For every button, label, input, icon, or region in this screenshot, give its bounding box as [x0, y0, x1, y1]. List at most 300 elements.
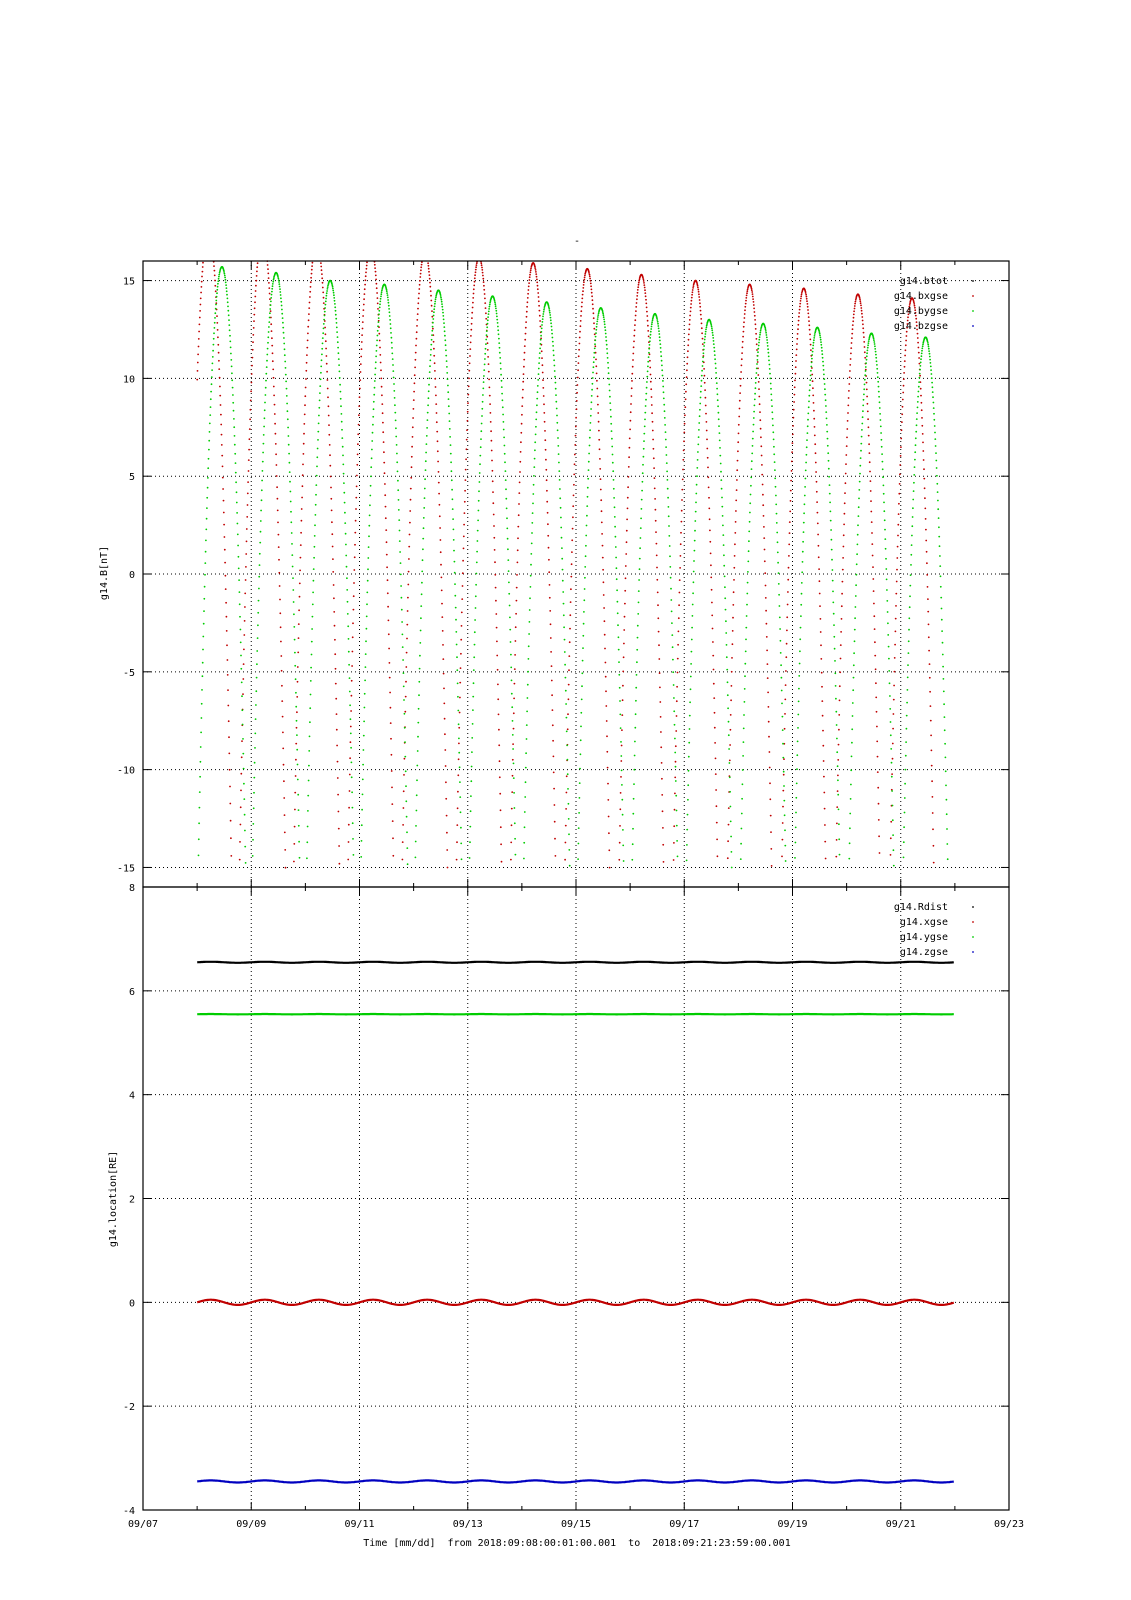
bygse-series-point	[380, 298, 382, 300]
bxgse-series-point	[524, 339, 526, 341]
bxgse-series-point	[789, 532, 791, 534]
bxgse-series-point	[229, 803, 231, 805]
bxgse-series-point	[576, 408, 578, 410]
bygse-series-point	[223, 271, 225, 273]
bxgse-series-point	[841, 605, 843, 607]
bxgse-series-point	[430, 290, 432, 292]
bxgse-series-point	[837, 759, 839, 761]
bygse-series-point	[619, 700, 621, 702]
bxgse-series-point	[751, 289, 753, 291]
bygse-series-point	[502, 406, 504, 408]
bxgse-series-point	[605, 690, 607, 692]
bxgse-series-point	[472, 297, 474, 299]
bxgse-series-point	[547, 512, 549, 514]
bygse-series-point	[422, 548, 424, 550]
bygse-series-point	[364, 707, 366, 709]
bxgse-series-point	[496, 641, 498, 643]
bygse-series-point	[203, 610, 205, 612]
bxgse-series-point	[440, 564, 442, 566]
bxgse-series-point	[841, 618, 843, 620]
bygse-series-point	[262, 470, 264, 472]
bxgse-series-point	[588, 272, 590, 274]
bygse-series-point	[620, 741, 622, 743]
bxgse-series-point	[336, 713, 338, 715]
bxgse-series-point	[582, 290, 584, 292]
bygse-series-point	[241, 682, 243, 684]
bxgse-series-point	[460, 639, 462, 641]
bygse-series-point	[204, 574, 206, 576]
bygse-series-point	[777, 562, 779, 564]
bxgse-series-point	[197, 362, 199, 364]
bxgse-series-point	[845, 473, 847, 475]
bygse-series-point	[725, 609, 727, 611]
bygse-series-point	[536, 411, 538, 413]
bxgse-series-point	[680, 543, 682, 545]
bygse-series-point	[645, 399, 647, 401]
bygse-series-point	[325, 301, 327, 303]
bxgse-series-point	[382, 412, 384, 414]
bygse-series-point	[831, 559, 833, 561]
bxgse-series-point	[474, 277, 476, 279]
bxgse-series-point	[849, 364, 851, 366]
bxgse-series-point	[251, 373, 253, 375]
bygse-series-point	[771, 405, 773, 407]
bygse-series-point	[828, 460, 830, 462]
bygse-series-point	[279, 286, 281, 288]
bygse-series-point	[549, 314, 551, 316]
bxgse-series-point	[604, 634, 606, 636]
bxgse-series-point	[473, 288, 475, 290]
bygse-series-point	[325, 298, 327, 300]
bxgse-series-point	[877, 771, 879, 773]
bygse-series-point	[291, 543, 293, 545]
bygse-series-point	[295, 678, 297, 680]
bygse-series-point	[618, 649, 620, 651]
bygse-series-point	[336, 327, 338, 329]
bygse-series-point	[447, 391, 449, 393]
bygse-series-point	[797, 727, 799, 729]
bygse-series-point	[236, 512, 238, 514]
bygse-series-point	[494, 300, 496, 302]
bygse-series-point	[390, 332, 392, 334]
bygse-series-point	[260, 510, 262, 512]
bygse-series-point	[920, 365, 922, 367]
bxgse-series-point	[784, 728, 786, 730]
bxgse-series-point	[299, 570, 301, 572]
bxgse-series-point	[689, 319, 691, 321]
bxgse-series-point	[933, 845, 935, 847]
bxgse-series-point	[893, 699, 895, 701]
bygse-series-point	[234, 435, 236, 437]
bygse-series-point	[430, 344, 432, 346]
bxgse-series-point	[763, 526, 765, 528]
bygse-series-point	[381, 291, 383, 293]
bxgse-series-point	[904, 366, 906, 368]
bxgse-series-point	[591, 289, 593, 291]
bygse-series-point	[268, 326, 270, 328]
bxgse-series-point	[631, 380, 633, 382]
bygse-series-point	[322, 332, 324, 334]
bygse-series-point	[783, 771, 785, 773]
bygse-series-point	[916, 424, 918, 426]
bygse-series-point	[370, 466, 372, 468]
bxgse-series-point	[755, 323, 757, 325]
bygse-series-point	[820, 341, 822, 343]
bxgse-series-point	[482, 275, 484, 277]
bxgse-series-point	[620, 792, 622, 794]
bygse-series-point	[334, 306, 336, 308]
bxgse-series-point	[249, 438, 251, 440]
bxgse-series-point	[855, 301, 857, 303]
bxgse-series-point	[746, 290, 748, 292]
bygse-series-point	[537, 391, 539, 393]
bygse-series-point	[540, 335, 542, 337]
bygse-series-point	[502, 399, 504, 401]
bygse-series-point	[431, 330, 433, 332]
bxgse-series-point	[752, 293, 754, 295]
bygse-series-point	[855, 595, 857, 597]
bxgse-series-point	[202, 266, 204, 268]
bygse-series-point	[697, 451, 699, 453]
bxgse-series-point	[673, 825, 675, 827]
bygse-series-point	[642, 464, 644, 466]
bygse-series-point	[289, 462, 291, 464]
bygse-series-point	[584, 577, 586, 579]
bygse-series-point	[807, 419, 809, 421]
bygse-series-point	[669, 545, 671, 547]
bygse-series-point	[568, 818, 570, 820]
rdist-line	[197, 962, 954, 963]
bygse-series-point	[854, 617, 856, 619]
bxgse-series-point	[848, 390, 850, 392]
bxgse-series-point	[407, 597, 409, 599]
bygse-series-point	[887, 611, 889, 613]
bygse-series-point	[241, 695, 243, 697]
bxgse-series-point	[282, 748, 284, 750]
bygse-series-point	[205, 551, 207, 553]
bxgse-series-point	[458, 727, 460, 729]
bxgse-series-point	[251, 365, 253, 367]
bygse-series-point	[340, 405, 342, 407]
bygse-series-point	[715, 363, 717, 365]
bxgse-series-point	[356, 486, 358, 488]
bxgse-series-point	[546, 501, 548, 503]
bygse-series-point	[768, 360, 770, 362]
bygse-series-point	[759, 334, 761, 336]
bygse-series-point	[482, 388, 484, 390]
bygse-series-point	[229, 329, 231, 331]
bygse-series-point	[801, 571, 803, 573]
bygse-series-point	[862, 410, 864, 412]
bygse-series-point	[323, 323, 325, 325]
bxgse-series-point	[580, 315, 582, 317]
bxgse-series-point	[322, 287, 324, 289]
bygse-series-point	[933, 407, 935, 409]
bygse-series-point	[756, 363, 758, 365]
bygse-series-point	[611, 438, 613, 440]
bxgse-series-point	[925, 540, 927, 542]
bygse-series-point	[693, 560, 695, 562]
bygse-series-point	[343, 492, 345, 494]
bygse-series-point	[263, 443, 265, 445]
bygse-series-point	[808, 406, 810, 408]
bxgse-series-point	[823, 792, 825, 794]
bxgse-series-point	[300, 544, 302, 546]
bygse-series-point	[210, 406, 212, 408]
bygse-series-point	[293, 601, 295, 603]
bygse-series-point	[443, 326, 445, 328]
bxgse-series-point	[338, 845, 340, 847]
bygse-series-point	[459, 766, 461, 768]
bygse-series-point	[451, 470, 453, 472]
bygse-series-point	[641, 508, 643, 510]
bygse-series-point	[347, 601, 349, 603]
bxgse-series-point	[444, 749, 446, 751]
bxgse-series-point	[269, 293, 271, 295]
bygse-series	[198, 266, 949, 868]
bxgse-series-point	[246, 516, 248, 518]
bygse-series-point	[773, 439, 775, 441]
bxgse-series-point	[571, 563, 573, 565]
bygse-series-point	[782, 729, 784, 731]
bxgse-series-point	[247, 493, 249, 495]
bxgse-series-point	[782, 806, 784, 808]
bygse-series-point	[749, 502, 751, 504]
bxgse-series-point	[252, 334, 254, 336]
bxgse-series-point	[759, 411, 761, 413]
bxgse-series-point	[298, 609, 300, 611]
bxgse-series-point	[362, 328, 364, 330]
location-legend-label: g14.xgse	[899, 917, 948, 928]
bygse-series-point	[216, 289, 218, 291]
bygse-series-point	[855, 606, 857, 608]
bxgse-series-point	[873, 603, 875, 605]
bxgse-series-point	[715, 789, 717, 791]
bxgse-series-point	[597, 396, 599, 398]
bygse-series-point	[538, 368, 540, 370]
bxgse-series-point	[365, 272, 367, 274]
bygse-series-point	[656, 319, 658, 321]
bygse-series-point	[431, 339, 433, 341]
bxgse-series-point	[920, 388, 922, 390]
bygse-series-point	[922, 344, 924, 346]
bxgse-series-point	[403, 790, 405, 792]
bygse-series-point	[662, 386, 664, 388]
bxgse-series-point	[866, 389, 868, 391]
bygse-series-point	[374, 387, 376, 389]
bygse-series-point	[592, 383, 594, 385]
bxgse-series-point	[874, 628, 876, 630]
bxgse-series-point	[795, 354, 797, 356]
bygse-series-point	[272, 285, 274, 287]
bygse-series-point	[724, 597, 726, 599]
bygse-series-point	[622, 814, 624, 816]
bxgse-series-point	[570, 601, 572, 603]
bygse-series-point	[639, 558, 641, 560]
bxgse-series-point	[357, 433, 359, 435]
bygse-series-point	[261, 480, 263, 482]
bxgse-series-point	[799, 306, 801, 308]
bxgse-series-point	[898, 503, 900, 505]
bygse-series-point	[711, 326, 713, 328]
bygse-series-point	[290, 491, 292, 493]
bxgse-series-point	[846, 437, 848, 439]
bygse-series-point	[568, 833, 570, 835]
bxgse-series-point	[245, 579, 247, 581]
bygse-series-point	[231, 372, 233, 374]
bxgse-series-point	[744, 309, 746, 311]
bygse-series-point	[837, 779, 839, 781]
bxgse-series-point	[405, 681, 407, 683]
bxgse-series-point	[243, 634, 245, 636]
bxgse-series-point	[199, 317, 201, 319]
bxgse-series-point	[543, 395, 545, 397]
bxgse-series-point	[461, 625, 463, 627]
bygse-series-point	[621, 799, 623, 801]
bygse-series-point	[338, 364, 340, 366]
bxgse-series-point	[836, 806, 838, 808]
bxgse-series-point	[538, 296, 540, 298]
bxgse-series-point	[589, 274, 591, 276]
bygse-series-point	[802, 541, 804, 543]
bxgse-series-point	[327, 396, 329, 398]
bygse-series-point	[705, 329, 707, 331]
bygse-series-point	[705, 331, 707, 333]
bygse-series-point	[765, 330, 767, 332]
bxgse-series-point	[646, 307, 648, 309]
bxgse-series-point	[523, 359, 525, 361]
bxgse-series-point	[846, 445, 848, 447]
bygse-series-point	[480, 446, 482, 448]
bxgse-series-point	[574, 444, 576, 446]
bxgse-series-point	[798, 320, 800, 322]
bxgse-series-point	[698, 296, 700, 298]
bygse-series-point	[225, 284, 227, 286]
bxgse-series-point	[473, 293, 475, 295]
bxgse-series-point	[683, 450, 685, 452]
bygse-series-point	[637, 625, 639, 627]
bxgse-series-point	[443, 703, 445, 705]
bygse-series-point	[404, 756, 406, 758]
bygse-series-point	[443, 322, 445, 324]
bxgse-series-point	[656, 567, 658, 569]
bxgse-series-point	[753, 304, 755, 306]
bxgse-series-point	[440, 551, 442, 553]
bygse-series-point	[768, 352, 770, 354]
bygse-series-point	[475, 595, 477, 597]
bygse-series-point	[913, 474, 915, 476]
bxgse-series-point	[512, 759, 514, 761]
bygse-series-point	[656, 318, 658, 320]
bxgse-series-point	[268, 277, 270, 279]
bygse-series-point	[744, 701, 746, 703]
bygse-series-point	[677, 856, 679, 858]
bygse-series-point	[395, 420, 397, 422]
bygse-series-point	[405, 785, 407, 787]
bxgse-series-point	[536, 282, 538, 284]
bygse-series-point	[399, 551, 401, 553]
bxgse-series-point	[335, 683, 337, 685]
bxgse-series-point	[738, 433, 740, 435]
bygse-series-point	[567, 759, 569, 761]
bxgse-series-point	[308, 307, 310, 309]
bygse-series-point	[917, 401, 919, 403]
bxgse-series-point	[870, 500, 872, 502]
bxgse-series-point	[456, 859, 458, 861]
bxgse-series-point	[568, 669, 570, 671]
bygse-series-point	[692, 592, 694, 594]
bygse-series-point	[558, 453, 560, 455]
bxgse-series-point	[879, 852, 881, 854]
bygse-series-point	[892, 834, 894, 836]
bygse-series-point	[689, 701, 691, 703]
bygse-series-point	[227, 301, 229, 303]
bxgse-series-point	[200, 304, 202, 306]
bygse-series-point	[687, 784, 689, 786]
bxgse-series-point	[221, 444, 223, 446]
bxgse-series-point	[727, 840, 729, 842]
bxgse-series-point	[712, 628, 714, 630]
bxgse-series-point	[592, 308, 594, 310]
bxgse-series-point	[323, 302, 325, 304]
bygse-series-point	[502, 414, 504, 416]
bxgse-series-point	[690, 311, 692, 313]
bxgse-series-point	[707, 457, 709, 459]
bygse-series-point	[362, 794, 364, 796]
bygse-series-point	[616, 589, 618, 591]
bygse-series-point	[621, 784, 623, 786]
bxgse-series-point	[800, 296, 802, 298]
bxgse-series-point	[243, 663, 245, 665]
bygse-series-point	[675, 766, 677, 768]
bygse-series-point	[333, 292, 335, 294]
bxgse-series-point	[757, 374, 759, 376]
bxgse-series-point	[905, 340, 907, 342]
bxgse-series-point	[902, 392, 904, 394]
bygse-series-point	[691, 639, 693, 641]
bygse-series-point	[930, 366, 932, 368]
bygse-series-point	[555, 382, 557, 384]
bygse-series-point	[797, 741, 799, 743]
bygse-series-point	[745, 627, 747, 629]
bygse-series-point	[290, 521, 292, 523]
bxgse-series-point	[740, 385, 742, 387]
bygse-series-point	[797, 714, 799, 716]
bxgse-series-point	[200, 298, 202, 300]
bxgse-series-point	[709, 530, 711, 532]
bygse-series-point	[831, 549, 833, 551]
bxgse-series-point	[568, 698, 570, 700]
bxgse-series-point	[456, 824, 458, 826]
bygse-series-point	[398, 509, 400, 511]
bygse-series-point	[263, 426, 265, 428]
bygse-series-point	[795, 812, 797, 814]
bxgse-series-point	[255, 290, 257, 292]
bxgse-series-point	[631, 373, 633, 375]
bxgse-series-point	[684, 423, 686, 425]
bygse-series-point	[456, 644, 458, 646]
bygse-series-point	[243, 783, 245, 785]
bxgse-series-point	[255, 280, 257, 282]
bxgse-series-point	[793, 401, 795, 403]
bxgse-series-point	[792, 442, 794, 444]
bxgse-series-point	[240, 806, 242, 808]
bxgse-series-point	[658, 644, 660, 646]
bygse-series-point	[432, 322, 434, 324]
bxgse-series-point	[915, 318, 917, 320]
bygse-series-point	[722, 534, 724, 536]
bxgse-series-point	[381, 403, 383, 405]
